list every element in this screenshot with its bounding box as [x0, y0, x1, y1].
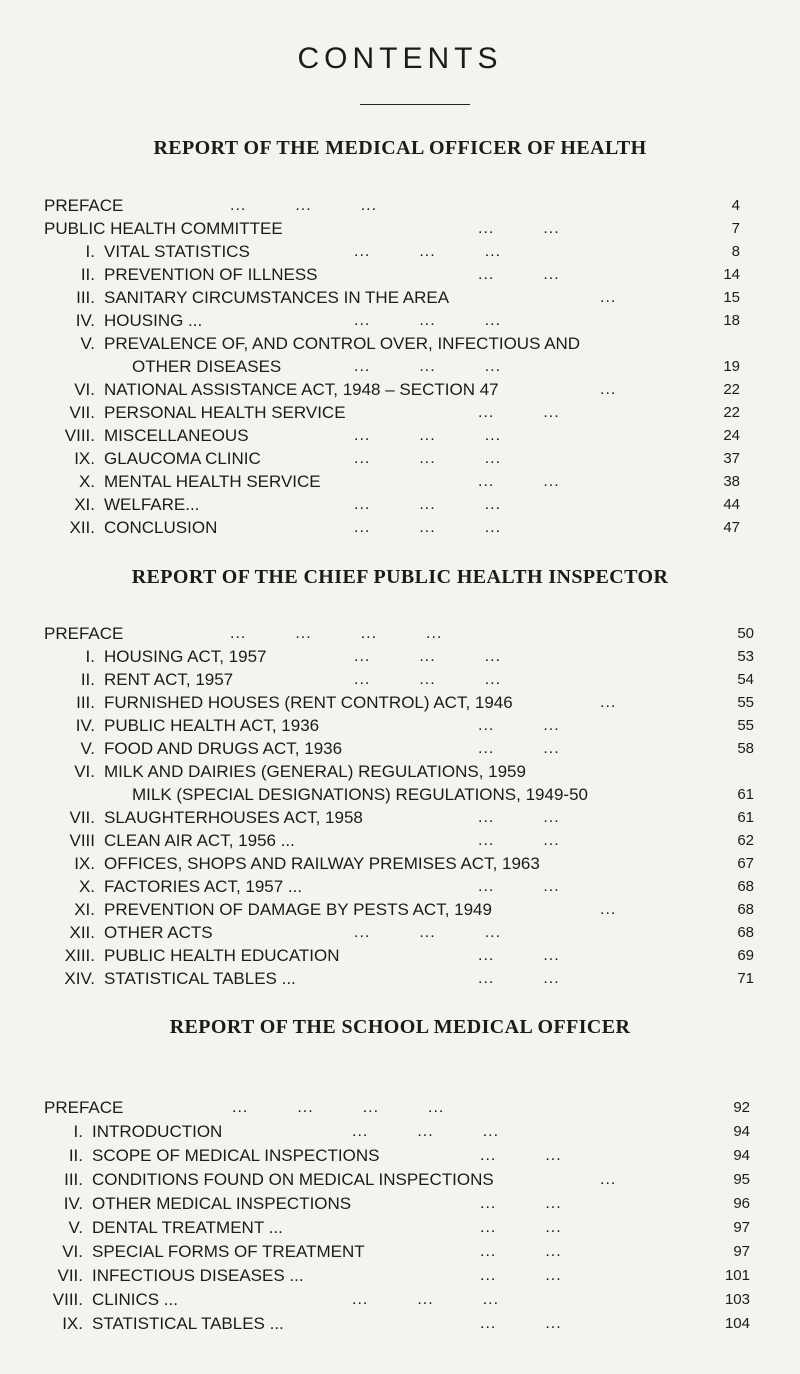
entry-title: PREVENTION OF ILLNESS	[104, 265, 318, 284]
entry-title: PUBLIC HEALTH ACT, 1936	[104, 716, 320, 735]
entry-title: OTHER MEDICAL INSPECTIONS	[92, 1194, 352, 1213]
entry-number: V.	[68, 1218, 83, 1237]
toc-entry[interactable]	[0, 471, 800, 493]
entry-number: XII.	[69, 923, 95, 942]
entry-page: 97	[733, 1219, 750, 1236]
leader-dots: ... ... ...	[354, 427, 502, 444]
toc-entry[interactable]	[0, 241, 800, 263]
entry-page: 62	[737, 832, 754, 849]
entry-number: I.	[73, 1122, 83, 1141]
leader-dots: ... ...	[480, 1147, 562, 1164]
entry-page: 55	[737, 717, 754, 734]
leader-dots: ...	[600, 289, 617, 306]
leader-dots: ... ...	[480, 1195, 562, 1212]
entry-title: HOUSING ...	[104, 311, 203, 330]
leader-dots: ... ...	[478, 266, 560, 283]
toc-entry[interactable]	[0, 517, 800, 539]
leader-dots: ... ... ...	[354, 312, 502, 329]
entry-number: VI.	[74, 762, 95, 781]
entry-page: 44	[723, 496, 740, 513]
toc-entry[interactable]	[0, 264, 800, 286]
toc-entry[interactable]	[0, 853, 800, 875]
section-heading: REPORT OF THE MEDICAL OFFICER OF HEALTH	[153, 137, 647, 159]
entry-page: 55	[737, 694, 754, 711]
leader-dots: ... ... ...	[354, 924, 502, 941]
leader-dots: ...	[600, 694, 617, 711]
entry-page: 58	[737, 740, 754, 757]
toc-entry[interactable]	[0, 1145, 800, 1167]
entry-number: IX.	[74, 449, 95, 468]
entry-page: 94	[733, 1123, 750, 1140]
leader-dots: ... ... ... ...	[232, 1099, 445, 1116]
entry-page: 97	[733, 1243, 750, 1260]
toc-entry[interactable]	[0, 922, 800, 944]
entry-number: XIII.	[64, 946, 95, 965]
entry-page: 24	[723, 427, 740, 444]
leader-dots: ... ...	[478, 809, 560, 826]
entry-title: GLAUCOMA CLINIC	[104, 449, 261, 468]
entry-page: 96	[733, 1195, 750, 1212]
entry-page: 69	[737, 947, 754, 964]
entry-number: IV.	[63, 1194, 83, 1213]
toc-entry[interactable]	[0, 830, 800, 852]
entry-number: II.	[80, 265, 95, 284]
entry-title: NATIONAL ASSISTANCE ACT, 1948 – SECTION 47	[104, 380, 499, 399]
leader-dots: ...	[600, 381, 617, 398]
leader-dots: ...	[600, 1171, 617, 1188]
toc-entry[interactable]	[0, 1169, 800, 1191]
leader-dots: ... ...	[478, 947, 560, 964]
entry-title: WELFARE...	[104, 495, 200, 514]
entry-number: XIV.	[64, 969, 95, 988]
entry-title: STATISTICAL TABLES ...	[104, 969, 296, 988]
entry-number: XI.	[74, 495, 95, 514]
toc-entry[interactable]	[0, 1265, 800, 1287]
leader-dots: ... ... ...	[354, 243, 502, 260]
entry-page: 92	[733, 1099, 750, 1116]
entry-title: SCOPE OF MEDICAL INSPECTIONS	[92, 1146, 380, 1165]
leader-dots: ... ... ...	[352, 1291, 500, 1308]
leader-dots: ... ...	[480, 1267, 562, 1284]
leader-dots: ... ...	[478, 878, 560, 895]
entry-title: CONDITIONS FOUND ON MEDICAL INSPECTIONS	[92, 1170, 494, 1189]
toc-entry[interactable]	[0, 310, 800, 332]
leader-dots: ... ...	[478, 404, 560, 421]
entry-page: 104	[724, 1315, 750, 1332]
entry-number: V.	[80, 334, 95, 353]
leader-dots: ... ... ...	[230, 197, 378, 214]
entry-title: PREFACE	[44, 196, 124, 215]
entry-number: VII.	[69, 808, 95, 827]
entry-page: 37	[723, 450, 740, 467]
entry-title: PUBLIC HEALTH EDUCATION	[104, 946, 340, 965]
entry-number: III.	[76, 288, 95, 307]
entry-number: II.	[80, 670, 95, 689]
leader-dots: ... ... ... ...	[230, 625, 443, 642]
toc-entry[interactable]	[0, 379, 800, 401]
section-heading: REPORT OF THE CHIEF PUBLIC HEALTH INSPECTOR	[131, 566, 669, 588]
toc-entry[interactable]	[0, 218, 800, 240]
entry-title: MILK (SPECIAL DESIGNATIONS) REGULATIONS, 1949-50	[132, 785, 588, 804]
leader-dots: ... ... ...	[354, 496, 502, 513]
leader-dots: ... ...	[480, 1243, 562, 1260]
toc-entry[interactable]	[0, 945, 800, 967]
toc-entry[interactable]	[0, 1289, 800, 1311]
entry-number: III.	[76, 693, 95, 712]
entry-page: 22	[723, 404, 740, 421]
leader-dots: ... ...	[478, 740, 560, 757]
entry-page: 54	[737, 671, 754, 688]
entry-number: VIII.	[52, 1290, 83, 1309]
entry-number: IX.	[74, 854, 95, 873]
entry-title: FURNISHED HOUSES (RENT CONTROL) ACT, 1946	[104, 693, 513, 712]
toc-entry[interactable]	[0, 1313, 800, 1335]
entry-page: 68	[737, 924, 754, 941]
entry-page: 47	[723, 519, 740, 536]
entry-page: 8	[731, 243, 740, 260]
entry-title: PERSONAL HEALTH SERVICE	[104, 403, 346, 422]
entry-title: OTHER ACTS	[104, 923, 213, 942]
entry-number: IV.	[75, 716, 95, 735]
entry-page: 71	[737, 970, 754, 987]
entry-title: OTHER DISEASES	[132, 357, 282, 376]
leader-dots: ... ...	[480, 1315, 562, 1332]
entry-title: PREVENTION OF DAMAGE BY PESTS ACT, 1949	[104, 900, 492, 919]
toc-entry[interactable]	[0, 1097, 800, 1119]
leader-dots: ... ... ...	[354, 671, 502, 688]
entry-number: XI.	[74, 900, 95, 919]
entry-title: PREFACE	[44, 624, 124, 643]
leader-dots: ... ...	[478, 473, 560, 490]
entry-title: SLAUGHTERHOUSES ACT, 1958	[104, 808, 363, 827]
leader-dots: ...	[600, 901, 617, 918]
entry-title: INFECTIOUS DISEASES ...	[92, 1266, 304, 1285]
entry-title: FOOD AND DRUGS ACT, 1936	[104, 739, 343, 758]
toc-entry[interactable]	[0, 669, 800, 691]
entry-title: VITAL STATISTICS	[104, 242, 250, 261]
entry-title: FACTORIES ACT, 1957 ...	[104, 877, 303, 896]
entry-number: I.	[85, 647, 95, 666]
entry-title: SANITARY CIRCUMSTANCES IN THE AREA	[104, 288, 450, 307]
entry-page: 61	[737, 786, 754, 803]
title-rule	[360, 104, 470, 105]
toc-entry[interactable]	[0, 761, 800, 783]
leader-dots: ... ...	[478, 717, 560, 734]
entry-title: CLINICS ...	[92, 1290, 178, 1309]
entry-page: 4	[731, 197, 740, 214]
entry-title: STATISTICAL TABLES ...	[92, 1314, 284, 1333]
toc-entry[interactable]	[0, 876, 800, 898]
entry-page: 53	[737, 648, 754, 665]
toc-entry[interactable]	[0, 968, 800, 990]
entry-page: 19	[723, 358, 740, 375]
toc-entry[interactable]	[0, 1241, 800, 1263]
toc-entry[interactable]	[0, 448, 800, 470]
entry-page: 95	[733, 1171, 750, 1188]
entry-page: 50	[737, 625, 754, 642]
entry-title: MENTAL HEALTH SERVICE	[104, 472, 321, 491]
toc-entry[interactable]	[0, 899, 800, 921]
entry-page: 68	[737, 878, 754, 895]
entry-page: 68	[737, 901, 754, 918]
entry-number: VIII	[69, 831, 95, 850]
entry-number: VII.	[57, 1266, 83, 1285]
toc-entry[interactable]	[0, 494, 800, 516]
toc-entry[interactable]	[0, 784, 800, 806]
toc-entry[interactable]	[0, 623, 800, 645]
entry-title: HOUSING ACT, 1957	[104, 647, 267, 666]
entry-title: CONCLUSION	[104, 518, 218, 537]
toc-entry[interactable]	[0, 738, 800, 760]
leader-dots: ... ...	[478, 832, 560, 849]
entry-page: 18	[723, 312, 740, 329]
leader-dots: ... ... ...	[352, 1123, 500, 1140]
leader-dots: ... ... ...	[354, 358, 502, 375]
entry-title: MISCELLANEOUS	[104, 426, 249, 445]
toc-entry[interactable]	[0, 1121, 800, 1143]
entry-number: X.	[78, 877, 95, 896]
entry-number: VII.	[69, 403, 95, 422]
toc-entry[interactable]	[0, 287, 800, 309]
leader-dots: ... ... ...	[354, 450, 502, 467]
entry-number: I.	[85, 242, 95, 261]
entry-title: PUBLIC HEALTH COMMITTEE	[44, 219, 283, 238]
toc-entry[interactable]	[0, 402, 800, 424]
toc-entry[interactable]	[0, 692, 800, 714]
entry-title: OFFICES, SHOPS AND RAILWAY PREMISES ACT, 1963	[104, 854, 540, 873]
entry-number: IX.	[62, 1314, 83, 1333]
toc-entry[interactable]	[0, 807, 800, 829]
entry-page: 22	[723, 381, 740, 398]
entry-title: PREVALENCE OF, AND CONTROL OVER, INFECTIOUS AND	[104, 334, 581, 353]
entry-page: 61	[737, 809, 754, 826]
leader-dots: ... ... ...	[354, 648, 502, 665]
toc-entry[interactable]	[0, 425, 800, 447]
entry-number: II.	[68, 1146, 83, 1165]
entry-title: RENT ACT, 1957	[104, 670, 234, 689]
section-heading: REPORT OF THE SCHOOL MEDICAL OFFICER	[169, 1016, 631, 1038]
toc-entry[interactable]	[0, 1217, 800, 1239]
toc-entry[interactable]	[0, 646, 800, 668]
toc-entry[interactable]	[0, 333, 800, 355]
entry-page: 14	[723, 266, 740, 283]
entry-number: IV.	[75, 311, 95, 330]
entry-page: 67	[737, 855, 754, 872]
entry-number: V.	[80, 739, 95, 758]
entry-page: 94	[733, 1147, 750, 1164]
page-title: CONTENTS	[297, 42, 503, 75]
toc-entry[interactable]	[0, 1193, 800, 1215]
entry-number: III.	[64, 1170, 83, 1189]
entry-title: INTRODUCTION	[92, 1122, 223, 1141]
toc-entry[interactable]	[0, 715, 800, 737]
entry-number: X.	[78, 472, 95, 491]
entry-page: 101	[724, 1267, 750, 1284]
entry-page: 103	[724, 1291, 750, 1308]
leader-dots: ... ...	[478, 970, 560, 987]
entry-number: XII.	[69, 518, 95, 537]
leader-dots: ... ...	[478, 220, 560, 237]
entry-title: SPECIAL FORMS OF TREATMENT	[92, 1242, 365, 1261]
entry-number: VI.	[74, 380, 95, 399]
entry-title: CLEAN AIR ACT, 1956 ...	[104, 831, 295, 850]
entry-page: 7	[731, 220, 740, 237]
leader-dots: ... ...	[480, 1219, 562, 1236]
entry-number: VIII.	[64, 426, 95, 445]
toc-entry[interactable]	[0, 356, 800, 378]
toc-entry[interactable]	[0, 195, 800, 217]
entry-title: DENTAL TREATMENT ...	[92, 1218, 283, 1237]
entry-page: 38	[723, 473, 740, 490]
leader-dots: ... ... ...	[354, 519, 502, 536]
entry-title: MILK AND DAIRIES (GENERAL) REGULATIONS, 1959	[104, 762, 526, 781]
entry-title: PREFACE	[44, 1098, 124, 1117]
entry-number: VI.	[62, 1242, 83, 1261]
entry-page: 15	[723, 289, 740, 306]
